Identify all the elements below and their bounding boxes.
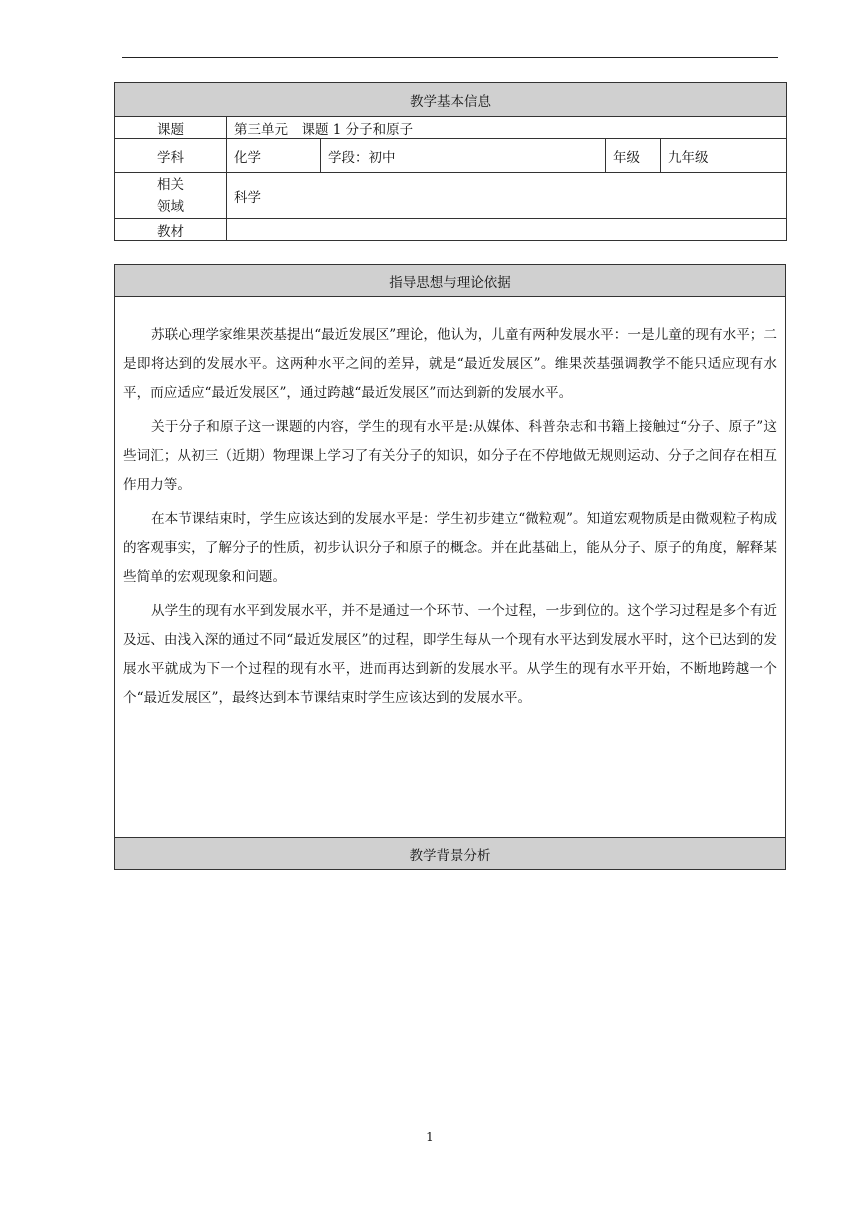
subject-label: 学科 — [115, 139, 227, 173]
guiding-paragraph: 关于分子和原子这一课题的内容，学生的现有水平是:从媒体、科普杂志和书籍上接触过“分子、原子”这些词汇；从初三（近期）物理课上学习了有关分子的知识，如分子在不停地做无规则运动、分子之间存在相互作用力等。 — [123, 419, 777, 493]
field-label-line-2: 领域 — [157, 198, 184, 215]
grade-label: 年级 — [606, 139, 661, 173]
guiding-paragraph: 在本节课结束时，学生应该达到的发展水平是：学生初步建立“微粒观”。知道宏观物质是由微观粒子构成的客观事实，了解分子的性质，初步认识分子和原子的概念。并在此基础上，能从分子、原子的角度，解释某些简单的宏观现象和问题。 — [123, 511, 777, 585]
textbook-value — [227, 219, 787, 241]
guiding-title: 指导思想与理论依据 — [115, 265, 786, 297]
field-label — [115, 173, 227, 219]
field-label-line-1: 相关 — [157, 176, 184, 193]
field-value: 科学 — [227, 173, 787, 219]
basic-info-table — [114, 82, 787, 241]
basic-info-title: 教学基本信息 — [115, 83, 787, 117]
grade-value: 九年级 — [661, 139, 787, 173]
guiding-paragraph: 从学生的现有水平到发展水平，并不是通过一个环节、一个过程，一步到位的。这个学习过程是多个有近及远、由浅入深的通过不同“最近发展区”的过程，即学生每从一个现有水平达到发展水平时，这个已达到的发展水平就成为下一个过程的现有水平，进而再达到新的发展水平。从学生的现有水平开始，不断地跨越一个个“最近发展区”，最终达到本节课结束时学生应该达到的发展水平。 — [123, 603, 777, 706]
subject-value: 化学 — [227, 139, 321, 173]
textbook-label: 教材 — [115, 219, 227, 241]
background-title: 教学背景分析 — [115, 838, 786, 870]
guiding-body — [115, 297, 786, 838]
guiding-table — [114, 264, 786, 870]
header-rule — [122, 57, 778, 58]
topic-value: 第三单元 课题 1 分子和原子 — [227, 117, 787, 139]
page-number: 1 — [426, 1130, 434, 1144]
topic-label: 课题 — [115, 117, 227, 139]
guiding-paragraph: 苏联心理学家维果茨基提出“最近发展区”理论，他认为，儿童有两种发展水平：一是儿童的现有水平；二是即将达到的发展水平。这两种水平之间的差异，就是“最近发展区”。维果茨基强调教学不能只适应现有水平，而应适应“最近发展区”，通过跨越“最近发展区”而达到新的发展水平。 — [123, 327, 777, 401]
stage-value: 学段：初中 — [321, 139, 606, 173]
